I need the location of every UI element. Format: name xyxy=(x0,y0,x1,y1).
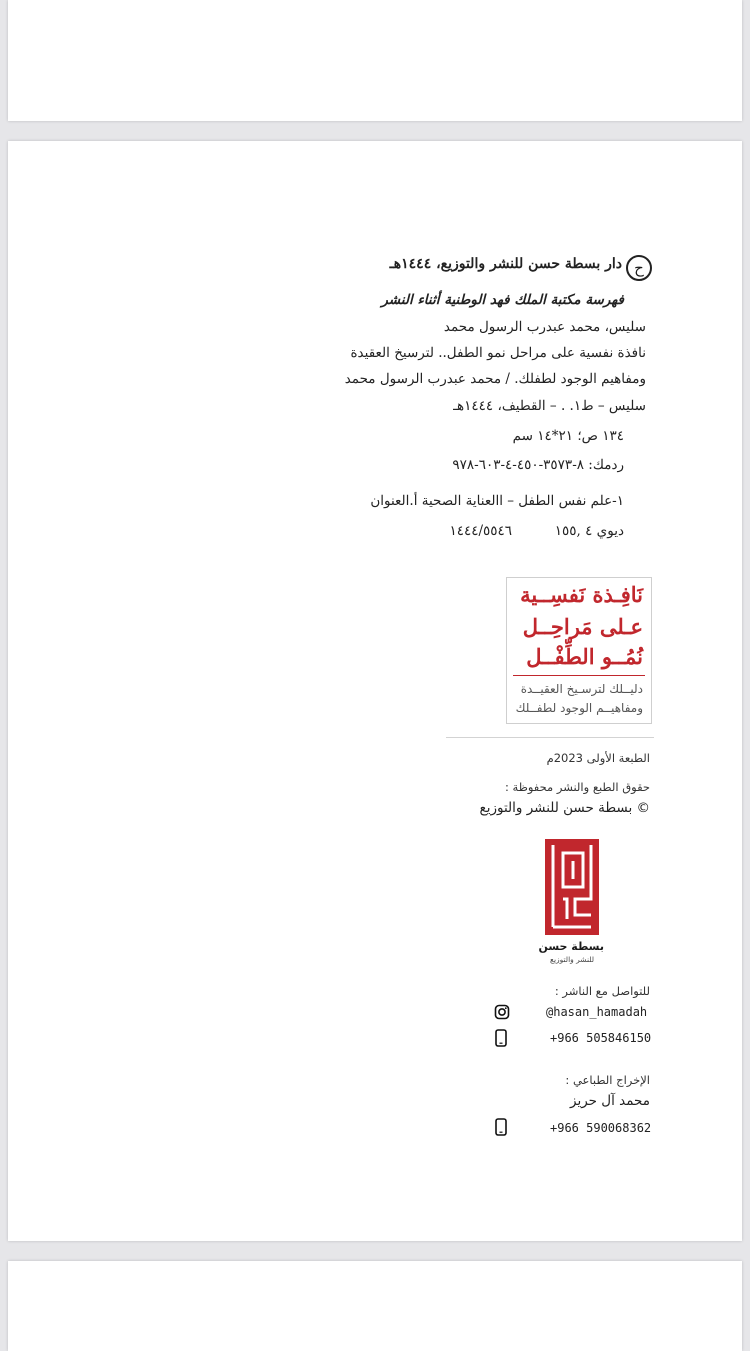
phone-icon xyxy=(494,1118,508,1136)
cover-subtitle-line: دليــلك لترسـيخ العقيــدة xyxy=(520,682,643,696)
cover-subtitle-line: ومفاهيــم الوجود لطفــلك xyxy=(515,701,643,715)
logo-name: بسطة حسن xyxy=(538,940,604,953)
catalog-line: نافذة نفسية على مراحل نمو الطفل.. لترسيخ العقيدة xyxy=(350,345,646,361)
design-label: الإخراج الطباعي : xyxy=(565,1073,650,1087)
contact-label: للتواصل مع الناشر : xyxy=(554,984,650,998)
catalog-line: سليس – ط١. . – القطيف، ١٤٤٤هـ xyxy=(453,398,646,414)
next-page xyxy=(8,1261,742,1351)
cover-title-line: عـلى مَراحِــل xyxy=(522,614,643,639)
instagram-icon xyxy=(494,1004,510,1020)
rights-label: حقوق الطبع والنشر محفوظة : xyxy=(505,780,650,794)
designer-phone[interactable]: +966 590068362 xyxy=(550,1121,652,1135)
catalog-subjects: ١-علم نفس الطفل – االعناية الصحية أ.العنوان xyxy=(370,493,624,509)
cover-title-line: نَافِـذة نَفسِــية xyxy=(520,582,643,607)
catalog-pages: ١٣٤ ص؛ ٢١*١٤ سم xyxy=(512,428,624,444)
catalog-dewey-label: ديوي ٤ ,١٥٥ xyxy=(554,523,624,539)
cover-title-line: نُمُــو الطِّفْــل xyxy=(526,644,643,669)
copyright-line: دار بسطة حسن للنشر والتوزيع، ١٤٤٤هـ xyxy=(389,256,622,272)
catalog-isbn: ردمك: ٨-٣٥٧٣-٤٥٠-٤-٦٠٣-٩٧٨ xyxy=(452,457,624,473)
copyright-circle-icon: ح xyxy=(626,255,652,281)
logo-tagline: للنشر والتوزيع xyxy=(549,955,595,964)
book-cover xyxy=(506,577,652,724)
previous-page xyxy=(8,0,742,121)
catalog-dewey-number: ١٤٤٤/٥٥٤٦ xyxy=(449,523,512,539)
publisher-phone[interactable]: +966 505846150 xyxy=(550,1031,652,1045)
cover-divider xyxy=(513,675,645,676)
section-divider xyxy=(446,737,654,738)
phone-icon xyxy=(494,1029,508,1047)
edition-text: الطبعة الأولى 2023م xyxy=(546,751,650,765)
catalog-line: ومفاهيم الوجود لطفلك. / محمد عبدرب الرسول محمد xyxy=(344,371,646,387)
designer-name: محمد آل حريز xyxy=(570,1093,650,1109)
instagram-handle[interactable]: @hasan_hamadah xyxy=(546,1005,648,1019)
publisher-logo-mark xyxy=(545,839,599,935)
catalog-line: سليس، محمد عبدرب الرسول محمد xyxy=(443,319,646,335)
rights-holder: © بسطة حسن للنشر والتوزيع xyxy=(479,800,650,816)
catalog-heading: فهرسة مكتبة الملك فهد الوطنية أثناء النشر xyxy=(381,292,624,308)
